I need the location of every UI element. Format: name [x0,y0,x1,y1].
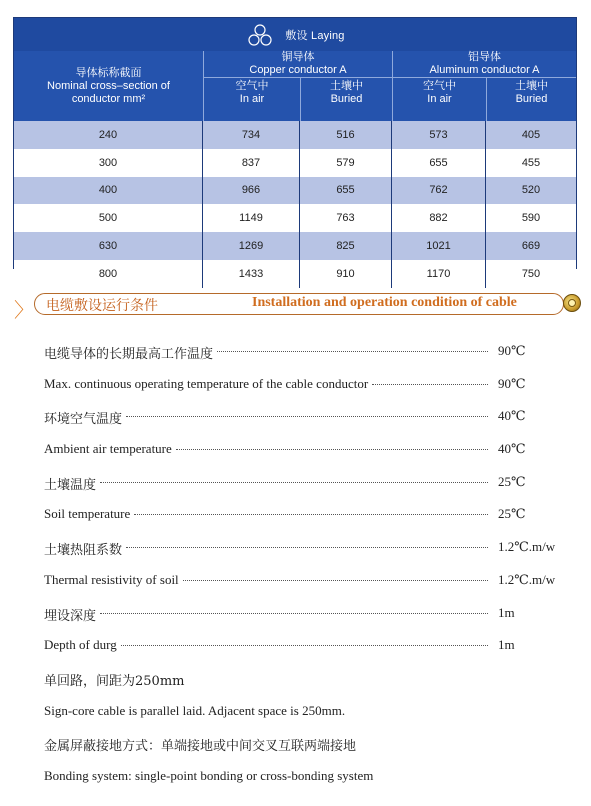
condition-label: 环境空气温度 [44,412,123,428]
condition-value: 1.2℃.m/w [498,571,556,587]
table-cell: 734 [203,121,300,149]
dot-leader [176,441,488,450]
table-row [14,232,576,260]
table-cell: 579 [300,149,392,177]
aluminum-header [392,51,576,78]
aluminum-in-air-header [392,78,486,121]
in-air-zh: 空气中 [423,80,456,92]
three-core-cable-icon [245,24,275,46]
dot-leader [126,408,488,417]
buried-zh: 土壤中 [330,80,363,92]
table-cell: 910 [300,260,392,288]
in-air-en: In air [427,93,452,105]
condition-row [44,605,564,638]
aluminum-header-zh: 铝导体 [468,51,501,63]
table-cell: 400 [14,177,203,205]
table-row [14,149,576,177]
table-cell: 966 [203,177,300,205]
condition-list [44,343,564,801]
table-cell: 516 [300,121,392,149]
condition-value: 1m [498,604,515,620]
condition-value: 25℃ [498,473,526,489]
table-cell: 1269 [203,232,300,260]
dot-leader [121,637,488,646]
condition-row [44,637,564,670]
table-cell: 1433 [203,260,300,288]
table-cell: 300 [14,149,203,177]
table-cell: 455 [521,156,541,169]
table-cell: 837 [203,149,300,177]
table-cell: 800 [14,260,203,288]
bullet-badge-icon [563,294,581,312]
condition-row [44,474,564,507]
table-row [14,121,576,149]
table-cell: 500 [14,204,203,232]
table-cell: 825 [300,232,392,260]
table-header [14,51,576,121]
copper-header-zh: 铜导体 [281,51,315,63]
condition-label: Depth of durg [44,637,117,653]
section-title-en: Installation and operation condition of cable [252,295,517,310]
dot-leader [372,376,488,385]
condition-value: 1m [498,637,515,653]
table-cell: 240 [14,121,203,149]
condition-row [44,343,564,376]
copper-in-air-header [203,78,300,121]
aluminum-buried-header [486,78,576,121]
table-cell: 750 [521,267,541,280]
table-cell: 1149 [203,204,300,232]
condition-value: 25℃ [498,506,526,522]
section-header [14,51,203,121]
section-header-en2: conductor mm² [71,92,146,105]
table-cell: 762 [392,177,486,205]
chevron-right-icon: 〉 [14,298,34,322]
condition-value: 1.2℃.m/w [498,539,556,555]
table-cell: 1021 [392,232,486,260]
section-title [14,290,582,320]
condition-label: 电缆导体的长期最高工作温度 [44,347,214,362]
table-row [14,204,576,232]
dot-leader [217,343,488,352]
table-cell: 655 [392,149,486,177]
section-title-zh: 电缆敷设运行条件 [46,298,158,314]
condition-label: Ambient air temperature [44,441,172,457]
table-body [14,121,576,288]
table-cell: 669 [521,240,541,253]
table-cell: 630 [14,232,203,260]
table-cell: 882 [392,204,486,232]
dot-leader [134,506,488,515]
condition-row [44,408,564,441]
condition-row [44,572,564,605]
dot-leader [100,605,488,614]
condition-value: 90℃ [498,343,526,358]
dot-leader [126,539,488,548]
ampacity-table [13,17,577,280]
buried-en: Buried [330,93,363,105]
note-line: 单回路，间距为250mm [44,673,185,689]
note-line: 金属屏蔽接地方式：单端接地或中间交叉互联两端接地 [44,739,357,755]
copper-buried-header [300,78,392,121]
dot-leader [100,474,488,483]
copper-header-en: Copper conductor A [249,64,347,76]
in-air-zh: 空气中 [235,80,269,92]
condition-label: Thermal resistivity of soil [44,571,179,587]
in-air-en: In air [239,93,265,105]
note-line: Sign-core cable is parallel laid. Adjacent space is 250mm. [44,702,346,718]
buried-en: Buried [515,93,548,105]
table-cell: 1170 [392,260,486,288]
table-cell: 590 [521,212,541,225]
condition-value: 90℃ [498,375,526,391]
table-cell: 763 [300,204,392,232]
condition-label: 埋设深度 [44,608,97,624]
table-cell: 520 [521,184,541,197]
condition-label: Max. continuous operating temperature of the cable conductor [44,375,369,391]
condition-row [44,506,564,539]
table-cell: 655 [300,177,392,205]
condition-row [44,376,564,409]
dot-leader [183,572,488,581]
condition-value: 40℃ [498,408,526,424]
copper-header [203,51,392,78]
aluminum-header-en: Aluminum conductor A [429,64,540,76]
table-cell: 573 [392,121,486,149]
condition-row [44,539,564,572]
condition-label: 土壤热阻系数 [44,543,123,559]
condition-row [44,441,564,474]
section-header-zh: 导体标称截面 [75,66,142,79]
table-row [14,260,576,288]
section-header-en1: Nominal cross–section of [47,79,170,92]
laying-title: 敷设 Laying [285,29,345,42]
condition-label: 土壤温度 [44,477,97,493]
table-cell: 405 [521,128,541,141]
condition-label: Soil temperature [44,506,131,522]
table-row [14,177,576,205]
buried-zh: 土壤中 [515,80,548,92]
condition-value: 40℃ [498,441,526,457]
laying-header [14,18,576,52]
note-line: Bonding system: single-point bonding or cross-bonding system [44,767,374,783]
